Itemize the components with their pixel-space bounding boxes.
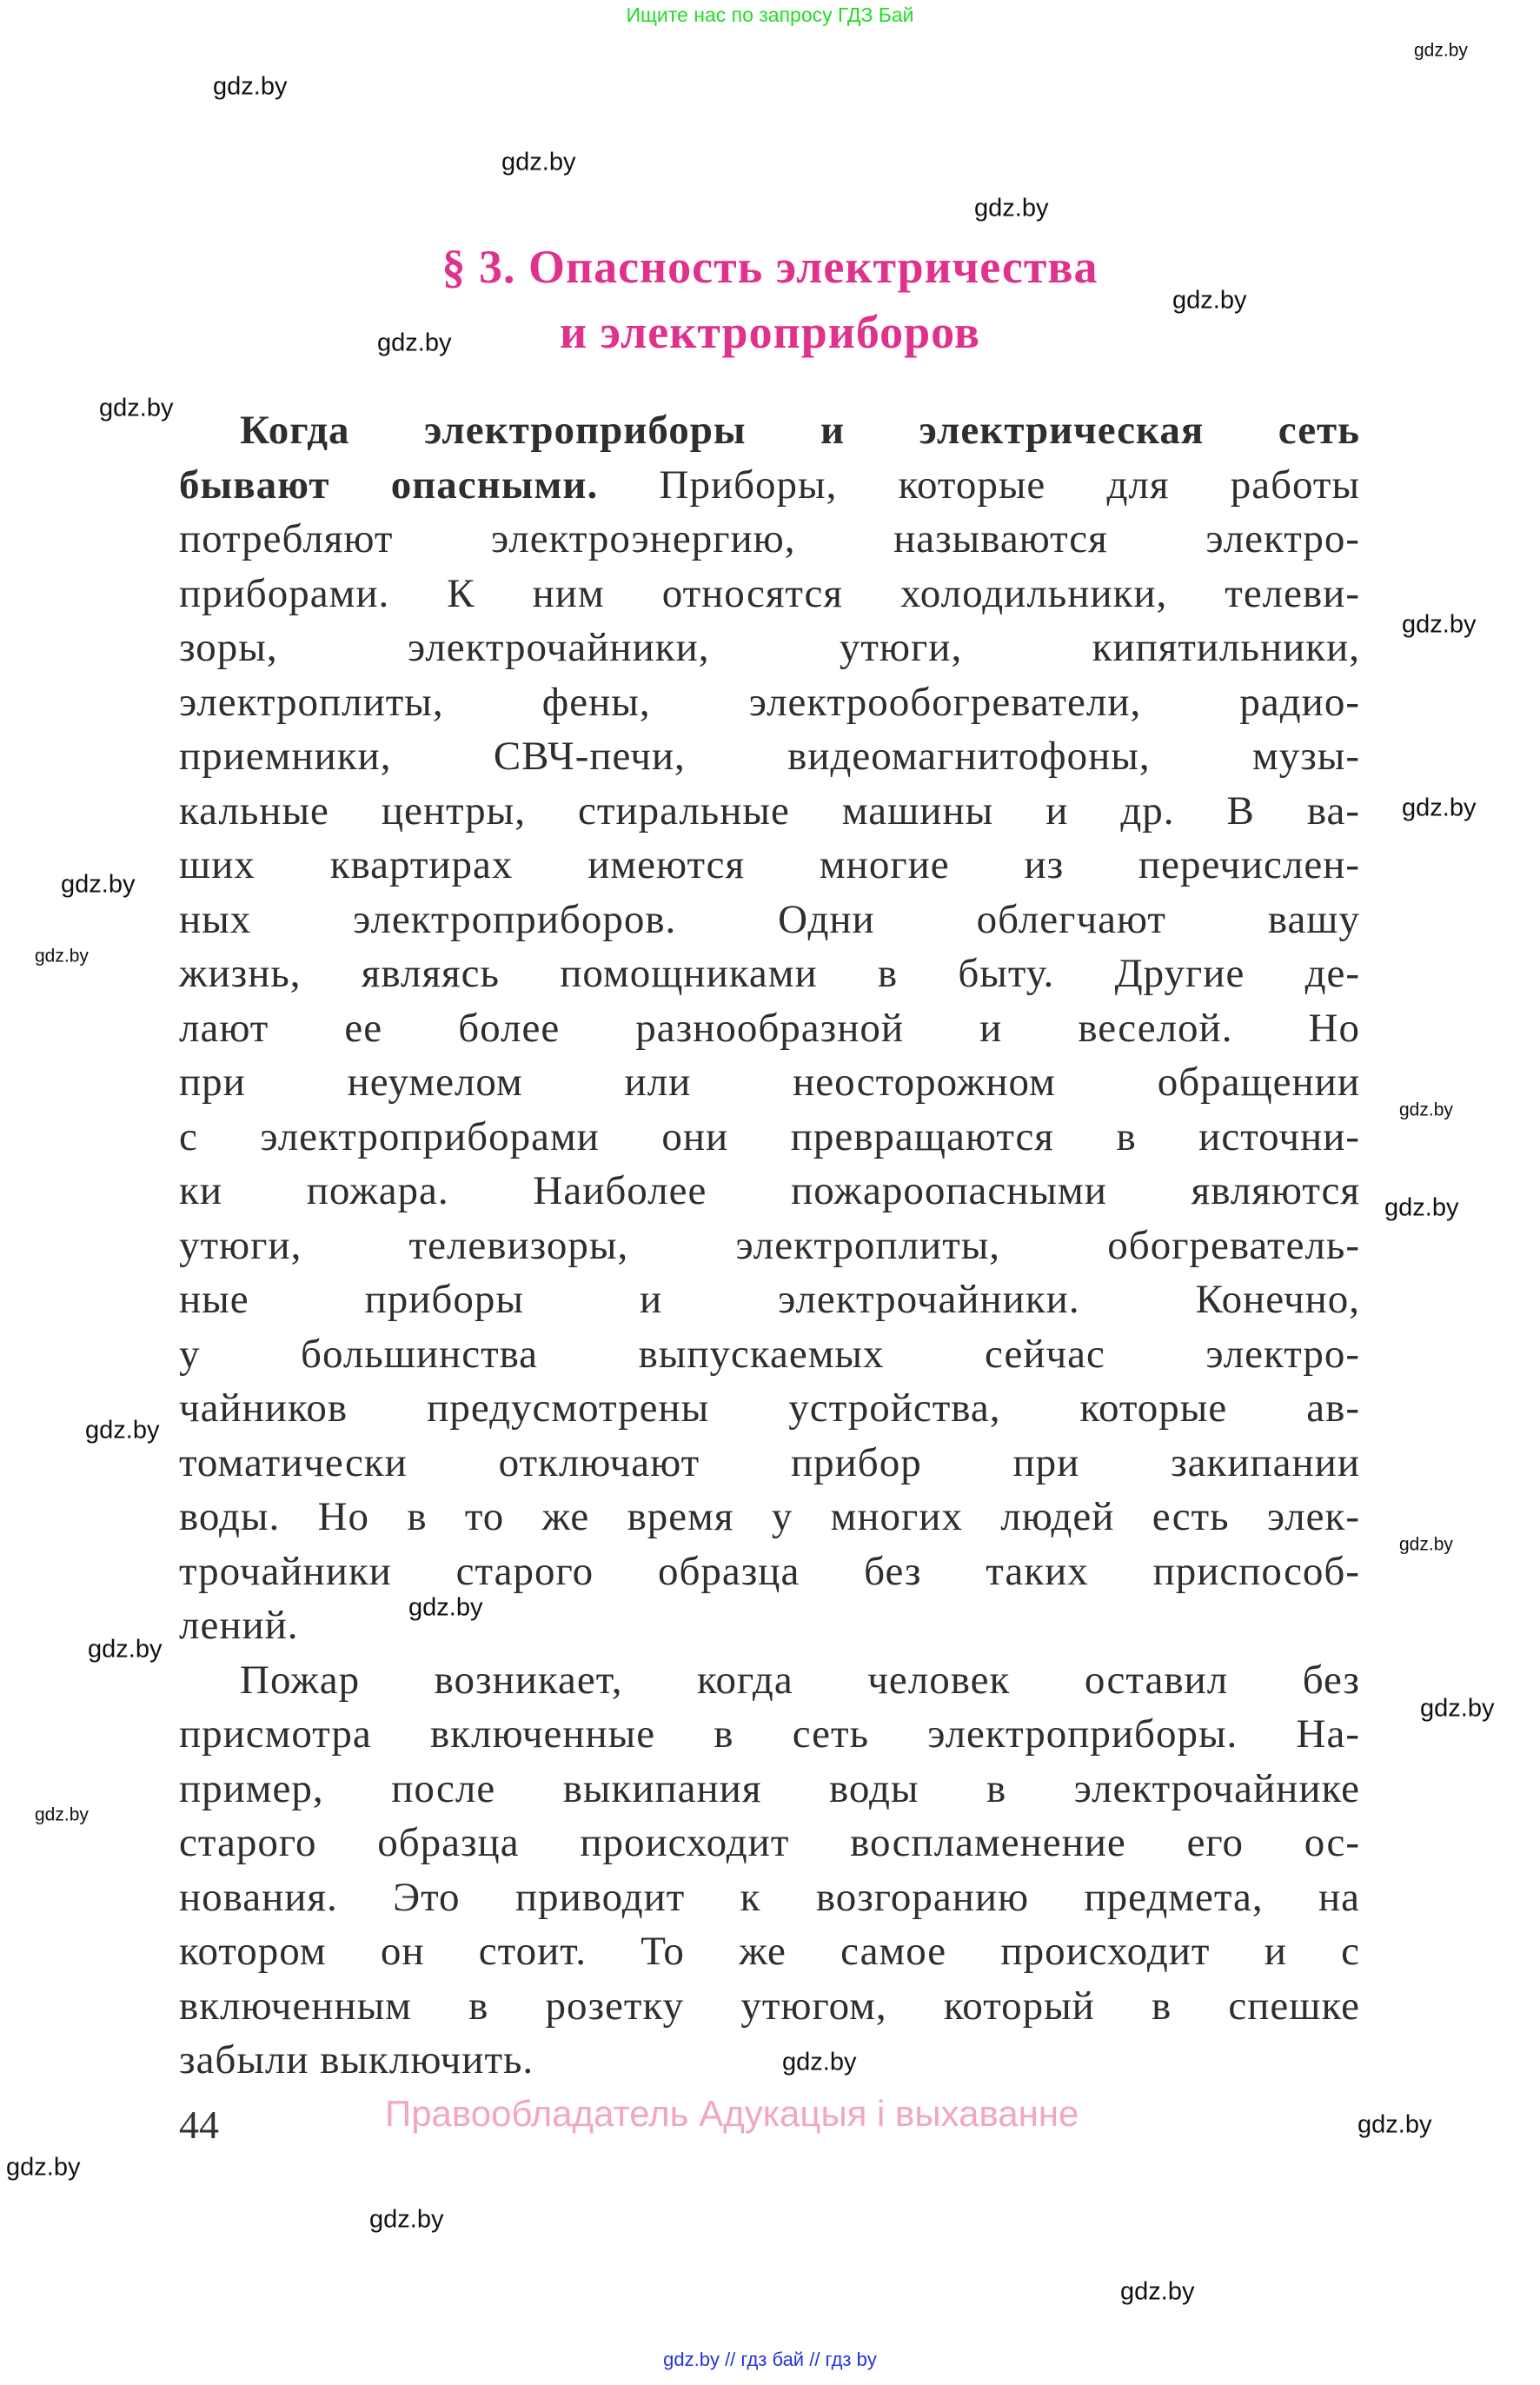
paragraph1-line: томатически отключают прибор при закипании xyxy=(179,1439,1360,1485)
watermark: gdz.by xyxy=(61,870,136,899)
watermark: gdz.by xyxy=(1357,2110,1432,2139)
watermark: gdz.by xyxy=(1399,1534,1453,1555)
paragraph-1-lead-end: бывают опасными. xyxy=(179,462,599,508)
watermark: gdz.by xyxy=(35,1804,89,1825)
paragraph1-line: ки пожара. Наиболее пожароопасными являются xyxy=(179,1168,1360,1213)
watermark: gdz.by xyxy=(369,2205,444,2234)
watermark: gdz.by xyxy=(88,1635,163,1664)
paragraph2-line: включенным в розетку утюгом, который в спешке xyxy=(179,1983,1360,2029)
paragraph2-line: котором он стоит. То же самое происходит и с xyxy=(179,1929,1360,1974)
paragraph2-line: пример, после выкипания воды в электрочайнике xyxy=(179,1765,1360,1811)
watermark: gdz.by xyxy=(1120,2277,1195,2306)
watermark: gdz.by xyxy=(85,1416,160,1445)
watermark: gdz.by xyxy=(99,394,174,422)
footer-links-banner: gdz.by // гдз бай // гдз by xyxy=(663,2348,877,2370)
copyright-notice: Правообладатель Адукацыя і выхаванне xyxy=(385,2093,1079,2134)
watermark: gdz.by xyxy=(1399,1099,1453,1120)
search-hint-banner: Ищите нас по запросу ГДЗ Бай xyxy=(626,3,914,26)
watermark: gdz.by xyxy=(501,148,576,176)
watermark: gdz.by xyxy=(782,2048,857,2076)
paragraph2-line: Пожар возникает, когда человек оставил без xyxy=(240,1657,1360,1703)
watermark: gdz.by xyxy=(1414,40,1468,61)
paragraph2-line: нования. Это приводит к возгоранию предмета, на xyxy=(179,1874,1360,1920)
page-number: 44 xyxy=(179,2103,219,2147)
paragraph1-line: трочайники старого образца без таких приспособ- xyxy=(179,1548,1360,1594)
paragraph-1-line xyxy=(179,458,1360,513)
paragraph1-line: зоры, электрочайники, утюги, кипятильники, xyxy=(179,625,1360,670)
watermark: gdz.by xyxy=(1172,286,1247,315)
paragraph2-line: присмотра включенные в сеть электроприборы. На- xyxy=(179,1711,1360,1757)
watermark: gdz.by xyxy=(6,2153,81,2182)
watermark: gdz.by xyxy=(377,329,452,357)
paragraph-1-line-rest: Приборы, которые для работы xyxy=(598,462,1360,508)
paragraph-1-lead: Когда электроприборы и электрическая сеть xyxy=(240,408,1360,453)
paragraph1-line: утюги, телевизоры, электроплиты, обогреватель- xyxy=(179,1222,1360,1268)
section-title-line-1: § 3. Опасность электричества xyxy=(441,241,1099,293)
paragraph1-line: ших квартирах имеются многие из перечислен- xyxy=(179,842,1360,887)
paragraph2-line: старого образца происходит воспламенение его ос- xyxy=(179,1820,1360,1865)
watermark: gdz.by xyxy=(974,194,1049,223)
paragraph1-line: с электроприборами они превращаются в источни- xyxy=(179,1113,1360,1159)
section-title xyxy=(0,235,1540,365)
paragraph1-line: воды. Но в то же время у многих людей есть элек- xyxy=(179,1494,1360,1539)
watermark: gdz.by xyxy=(1384,1193,1459,1222)
paragraph2-line: забыли выключить. xyxy=(179,2037,534,2083)
paragraph1-line: лают ее более разнообразной и веселой. Но xyxy=(179,1005,1360,1051)
paragraph1-line: чайников предусмотрены устройства, которые ав- xyxy=(179,1385,1360,1431)
paragraph1-line: при неумелом или неосторожном обращении xyxy=(179,1060,1360,1105)
paragraph1-line: приемники, СВЧ-печи, видеомагнитофоны, музы- xyxy=(179,734,1360,779)
paragraph1-line: кальные центры, стиральные машины и др. В ва- xyxy=(179,787,1360,834)
watermark: gdz.by xyxy=(1402,794,1477,822)
paragraph1-line: у большинства выпускаемых сейчас электро- xyxy=(179,1331,1360,1377)
watermark: gdz.by xyxy=(408,1593,483,1622)
watermark: gdz.by xyxy=(1420,1694,1495,1723)
body-text xyxy=(179,403,1360,2088)
paragraph1-line: ные приборы и электрочайники. Конечно, xyxy=(179,1277,1360,1322)
paragraph1-line: электроплиты, фены, электрообогреватели, радио- xyxy=(179,679,1360,725)
watermark: gdz.by xyxy=(35,946,89,967)
paragraph1-line: приборами. К ним относятся холодильники, телеви- xyxy=(179,570,1360,616)
paragraph1-line: жизнь, являясь помощниками в быту. Другие де- xyxy=(179,951,1360,996)
section-title-line-2: и электроприборов xyxy=(560,306,980,358)
paragraph1-line: ных электроприборов. Одни облегчают вашу xyxy=(179,896,1360,942)
watermark: gdz.by xyxy=(213,72,288,101)
paragraph1-line: потребляют электроэнергию, называются электро- xyxy=(179,516,1360,561)
watermark: gdz.by xyxy=(1402,610,1477,639)
paragraph1-line: лений. xyxy=(179,1603,299,1648)
